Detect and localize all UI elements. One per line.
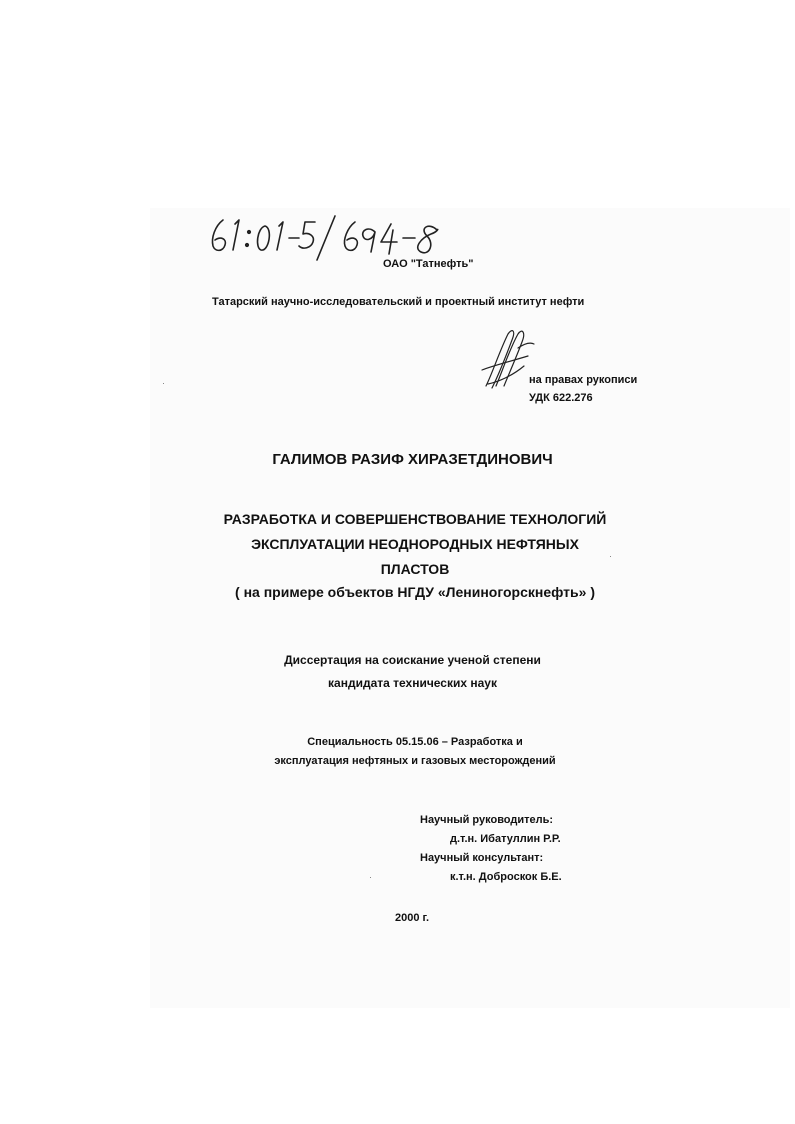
handwritten-registration-number — [205, 212, 465, 262]
title-line-3: ПЛАСТОВ — [380, 561, 450, 577]
supervisor-name: д.т.н. Ибатуллин Р.Р. — [450, 833, 561, 845]
udk-code: УДК 622.276 — [529, 392, 593, 404]
supervisor-label: Научный руководитель: — [420, 814, 554, 826]
title-line-2: ЭКСПЛУАТАЦИИ НЕОДНОРОДНЫХ НЕФТЯНЫХ — [251, 536, 579, 552]
consultant-label: Научный консультант: — [420, 852, 544, 864]
consultant-name: к.т.н. Доброскок Б.Е. — [450, 871, 562, 883]
scan-speck — [610, 556, 611, 557]
title-line-1: РАЗРАБОТКА И СОВЕРШЕНСТВОВАНИЕ ТЕХНОЛОГИЙ — [223, 511, 607, 527]
author-name: ГАЛИМОВ РАЗИФ ХИРАЗЕТДИНОВИЧ — [272, 451, 553, 468]
specialty-line-1: Специальность 05.15.06 – Разработка и — [307, 736, 523, 748]
degree-statement — [200, 649, 625, 695]
manuscript-rights-label: на правах рукописи — [529, 374, 638, 386]
scan-speck — [163, 383, 164, 384]
degree-line-2: кандидата технических наук — [328, 676, 497, 690]
organization-name: ОАО "Татнефть" — [383, 258, 474, 270]
year: 2000 г. — [395, 912, 430, 924]
specialty-statement — [240, 733, 590, 771]
institute-name: Татарский научно-исследовательский и проектный институт нефти — [212, 296, 585, 308]
specialty-line-2: эксплуатация нефтяных и газовых месторождений — [274, 755, 556, 767]
scan-speck — [370, 877, 371, 878]
scanned-page-area — [150, 208, 790, 1008]
advisors-block — [420, 811, 620, 887]
dissertation-subtitle: ( на примере объектов НГДУ «Лениногорскнефть» ) — [235, 584, 595, 600]
degree-line-1: Диссертация на соискание ученой степени — [284, 653, 541, 667]
dissertation-title — [180, 507, 650, 582]
